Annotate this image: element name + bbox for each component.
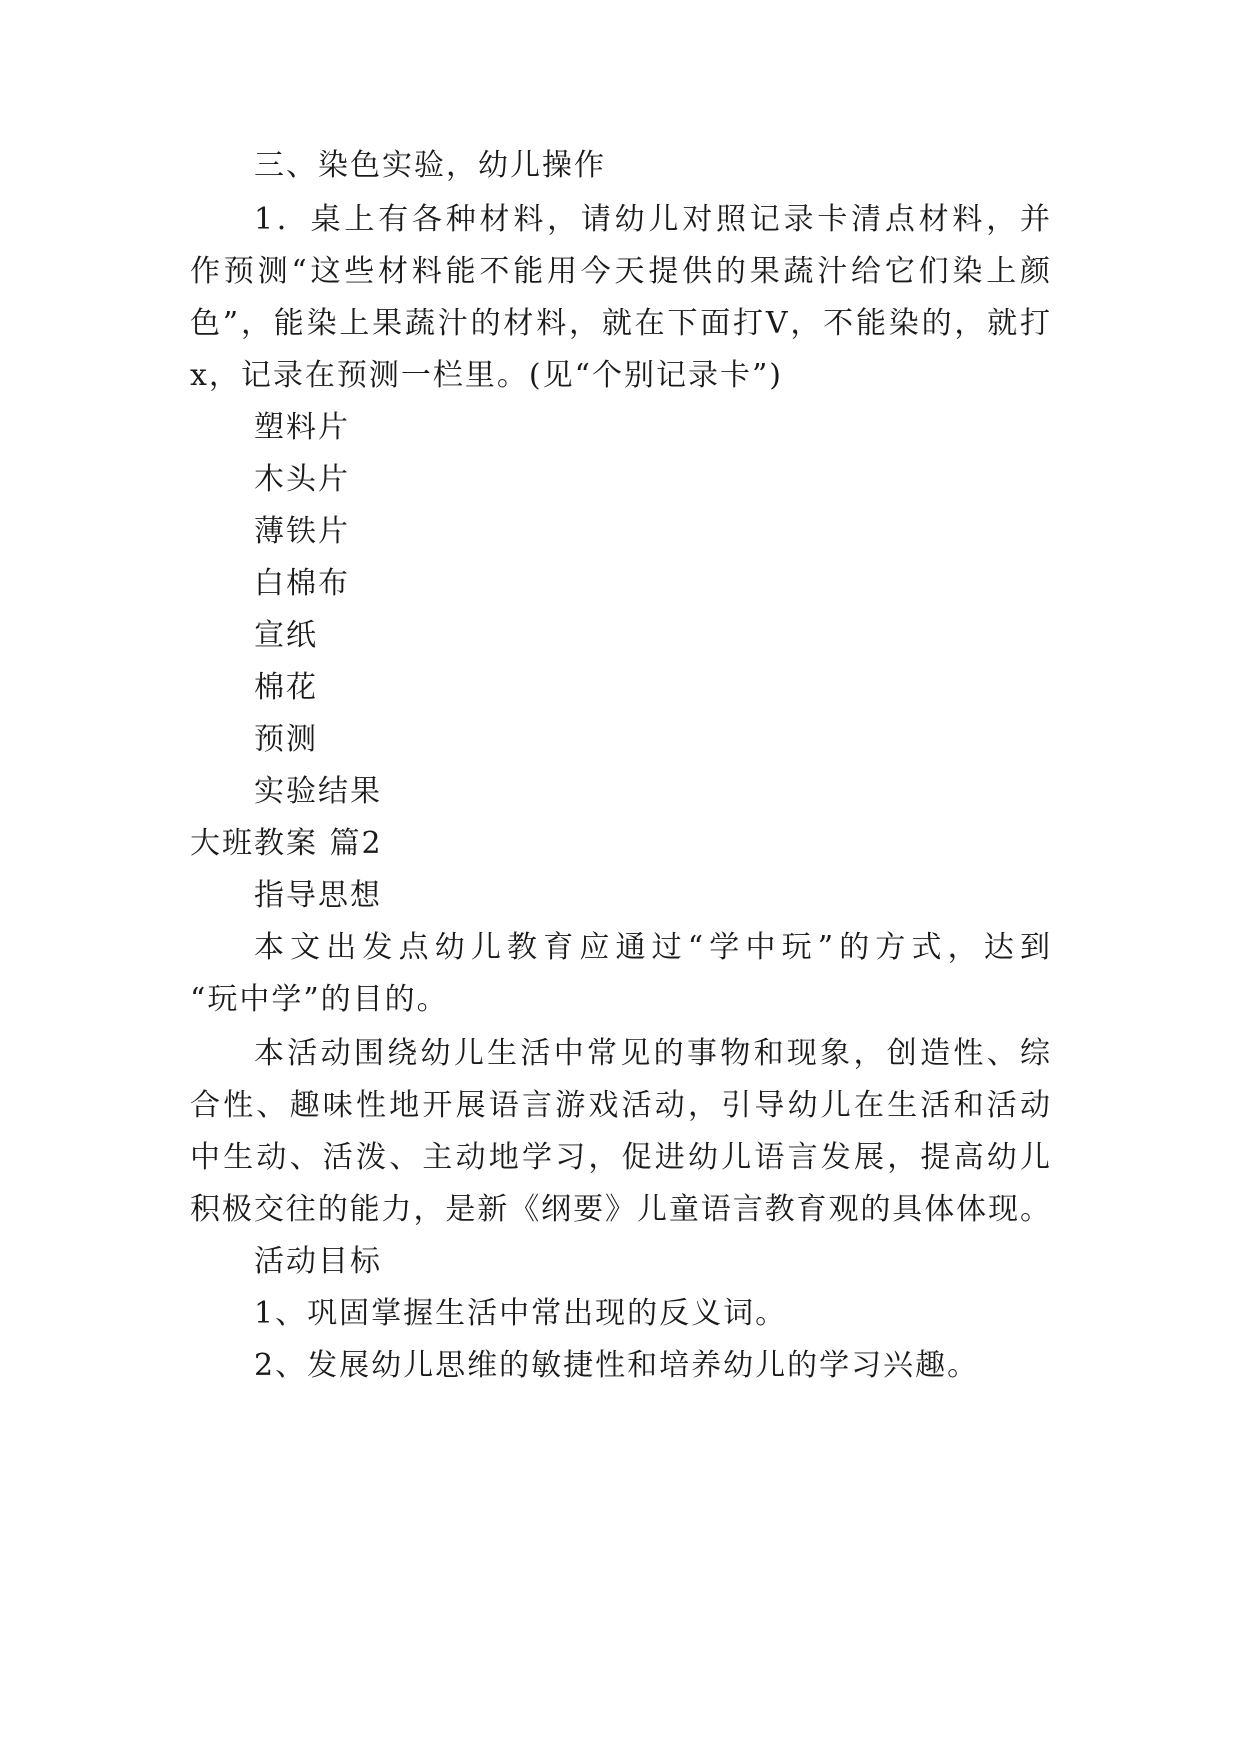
paragraph-line: 本文出发点幼儿教育应通过“学中玩”的方式，达到 — [254, 930, 1050, 965]
section-title-lesson-2: 大班教案 篇2 — [190, 826, 383, 861]
paragraph-line: 作预测“这些材料能不能用今天提供的果蔬汁给它们染上颜 — [190, 254, 1050, 289]
paragraph-line: “玩中学”的目的。 — [190, 982, 449, 1017]
heading-activity-goals: 活动目标 — [254, 1244, 382, 1279]
record-column-prediction: 预测 — [254, 722, 318, 757]
goal-item-2: 2、发展幼儿思维的敏捷性和培养幼儿的学习兴趣。 — [254, 1348, 980, 1383]
material-item-tin: 薄铁片 — [254, 514, 350, 549]
material-item-cotton: 棉花 — [254, 670, 318, 705]
paragraph-line: 积极交往的能力，是新《纲要》儿童语言教育观的具体体现。 — [190, 1192, 1050, 1227]
paragraph-line: x，记录在预测一栏里。(见“个别记录卡”) — [190, 358, 784, 393]
material-item-cotton-cloth: 白棉布 — [254, 566, 350, 601]
heading-guiding-idea: 指导思想 — [254, 878, 382, 913]
material-item-wood: 木头片 — [254, 462, 350, 497]
material-item-rice-paper: 宣纸 — [254, 618, 318, 653]
section-heading-dye-experiment: 三、染色实验，幼儿操作 — [254, 148, 606, 183]
paragraph-line: 本活动围绕幼儿生活中常见的事物和现象，创造性、综 — [254, 1036, 1050, 1071]
paragraph-line: 合性、趣味性地开展语言游戏活动，引导幼儿在生活和活动 — [190, 1088, 1050, 1123]
paragraph-line: 色”，能染上果蔬汁的材料，就在下面打V，不能染的，就打 — [190, 306, 1050, 341]
material-item-plastic: 塑料片 — [254, 410, 350, 445]
goal-item-1: 1、巩固掌握生活中常出现的反义词。 — [254, 1296, 788, 1331]
record-column-result: 实验结果 — [254, 774, 382, 809]
paragraph-line: 1．桌上有各种材料，请幼儿对照记录卡清点材料，并 — [254, 202, 1050, 237]
paragraph-line: 中生动、活泼、主动地学习，促进幼儿语言发展，提高幼儿 — [190, 1140, 1050, 1175]
